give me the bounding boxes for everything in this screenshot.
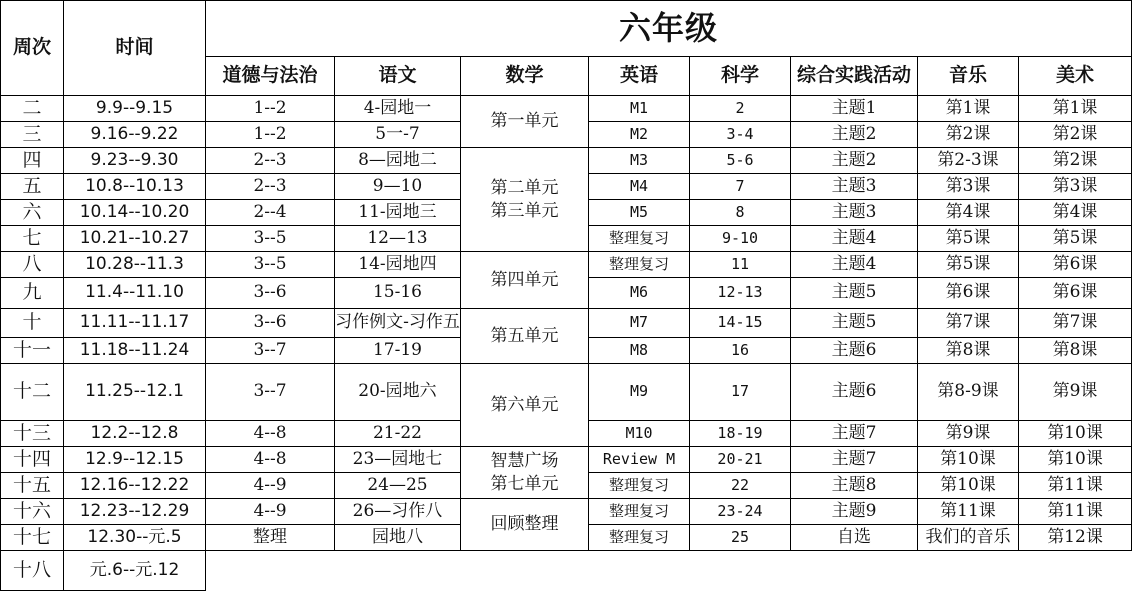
science-cell: 25 — [690, 525, 791, 551]
science-cell: 22 — [690, 473, 791, 499]
english-cell: 整理复习 — [589, 252, 690, 278]
art-cell: 第7课 — [1019, 309, 1132, 338]
chinese-cell: 11-园地三 — [335, 200, 461, 226]
week-cell: 十四 — [1, 447, 64, 473]
moral-cell: 3--6 — [206, 278, 335, 309]
science-cell: 17 — [690, 364, 791, 421]
math-unit-label: 第七单元 — [490, 473, 559, 494]
art-cell: 第8课 — [1019, 338, 1132, 364]
practice-cell: 主题7 — [791, 421, 918, 447]
time-cell: 12.2--12.8 — [64, 421, 206, 447]
week-cell: 十 — [1, 309, 64, 338]
math-unit-cell — [461, 364, 589, 447]
music-cell: 第10课 — [918, 447, 1019, 473]
subject-header-english: 英语 — [589, 57, 690, 96]
moral-cell: 4--8 — [206, 447, 335, 473]
science-cell: 16 — [690, 338, 791, 364]
chinese-cell: 23—园地七 — [335, 447, 461, 473]
science-cell: 9-10 — [690, 226, 791, 252]
music-cell: 第11课 — [918, 499, 1019, 525]
grade-title: 六年级 — [206, 1, 1132, 57]
time-cell: 9.9--9.15 — [64, 96, 206, 122]
moral-cell: 4--8 — [206, 421, 335, 447]
art-cell: 第6课 — [1019, 252, 1132, 278]
art-cell: 第12课 — [1019, 525, 1132, 551]
time-cell: 10.21--10.27 — [64, 226, 206, 252]
table-row — [1, 309, 1132, 338]
english-cell: M4 — [589, 174, 690, 200]
practice-cell: 自选 — [791, 525, 918, 551]
moral-cell: 2--3 — [206, 174, 335, 200]
math-unit-label: 第二单元 — [490, 177, 559, 198]
table-row — [1, 252, 1132, 278]
subject-header-art: 美术 — [1019, 57, 1132, 96]
art-cell: 第5课 — [1019, 226, 1132, 252]
english-cell: 整理复习 — [589, 226, 690, 252]
table-row — [1, 551, 1132, 591]
chinese-cell: 14-园地四 — [335, 252, 461, 278]
time-cell: 11.4--11.10 — [64, 278, 206, 309]
science-cell: 2 — [690, 96, 791, 122]
science-cell: 12-13 — [690, 278, 791, 309]
art-cell: 第9课 — [1019, 364, 1132, 421]
art-cell: 第11课 — [1019, 473, 1132, 499]
practice-cell: 主题7 — [791, 447, 918, 473]
time-cell: 12.30--元.5 — [64, 525, 206, 551]
chinese-cell: 5一-7 — [335, 122, 461, 148]
math-unit-cell — [461, 252, 589, 309]
table-row — [1, 499, 1132, 525]
week-cell: 五 — [1, 174, 64, 200]
art-cell: 第6课 — [1019, 278, 1132, 309]
english-cell: M2 — [589, 122, 690, 148]
science-cell: 11 — [690, 252, 791, 278]
moral-cell: 3--5 — [206, 226, 335, 252]
title-row — [1, 1, 1132, 57]
week-cell: 九 — [1, 278, 64, 309]
science-cell: 20-21 — [690, 447, 791, 473]
table-row — [1, 447, 1132, 473]
music-cell: 第5课 — [918, 252, 1019, 278]
time-cell: 11.18--11.24 — [64, 338, 206, 364]
week-cell: 四 — [1, 148, 64, 174]
practice-cell: 主题5 — [791, 278, 918, 309]
english-cell: 整理复习 — [589, 499, 690, 525]
time-cell: 9.23--9.30 — [64, 148, 206, 174]
art-cell: 第11课 — [1019, 499, 1132, 525]
art-cell: 第3课 — [1019, 174, 1132, 200]
math-unit-label: 第五单元 — [490, 325, 559, 346]
table-row — [1, 364, 1132, 421]
science-cell: 14-15 — [690, 309, 791, 338]
math-unit-label: 第六单元 — [490, 394, 559, 415]
moral-cell: 1--2 — [206, 122, 335, 148]
subject-header-music: 音乐 — [918, 57, 1019, 96]
music-cell: 第9课 — [918, 421, 1019, 447]
time-cell: 10.14--10.20 — [64, 200, 206, 226]
english-cell: M1 — [589, 96, 690, 122]
moral-cell: 1--2 — [206, 96, 335, 122]
week-cell: 十一 — [1, 338, 64, 364]
moral-cell: 2--4 — [206, 200, 335, 226]
music-cell: 第1课 — [918, 96, 1019, 122]
english-cell: Review M — [589, 447, 690, 473]
week-cell: 十七 — [1, 525, 64, 551]
music-cell: 第6课 — [918, 278, 1019, 309]
english-cell: M5 — [589, 200, 690, 226]
practice-cell: 主题5 — [791, 309, 918, 338]
math-unit-label: 第三单元 — [490, 200, 559, 221]
english-cell: M3 — [589, 148, 690, 174]
english-cell: M10 — [589, 421, 690, 447]
moral-cell: 4--9 — [206, 473, 335, 499]
practice-cell: 主题6 — [791, 338, 918, 364]
moral-cell: 3--6 — [206, 309, 335, 338]
science-cell: 7 — [690, 174, 791, 200]
science-cell: 5-6 — [690, 148, 791, 174]
art-cell: 第10课 — [1019, 421, 1132, 447]
moral-cell: 2--3 — [206, 148, 335, 174]
chinese-cell: 习作例文-习作五 — [335, 309, 461, 338]
english-cell: M9 — [589, 364, 690, 421]
math-unit-cell — [461, 96, 589, 148]
week-cell: 十六 — [1, 499, 64, 525]
time-cell: 10.8--10.13 — [64, 174, 206, 200]
time-cell: 元.6--元.12 — [64, 551, 206, 591]
subject-header-science: 科学 — [690, 57, 791, 96]
table-row — [1, 96, 1132, 122]
art-cell: 第4课 — [1019, 200, 1132, 226]
practice-cell: 主题8 — [791, 473, 918, 499]
week-cell: 三 — [1, 122, 64, 148]
time-cell: 12.9--12.15 — [64, 447, 206, 473]
music-cell: 第10课 — [918, 473, 1019, 499]
art-cell: 第2课 — [1019, 148, 1132, 174]
chinese-cell: 20-园地六 — [335, 364, 461, 421]
art-cell: 第2课 — [1019, 122, 1132, 148]
chinese-cell: 园地八 — [335, 525, 461, 551]
practice-cell: 主题3 — [791, 200, 918, 226]
practice-cell: 主题9 — [791, 499, 918, 525]
art-cell: 第1课 — [1019, 96, 1132, 122]
time-cell: 10.28--11.3 — [64, 252, 206, 278]
math-unit-cell — [461, 309, 589, 364]
subject-header-chinese: 语文 — [335, 57, 461, 96]
week-header: 周次 — [1, 1, 64, 96]
english-cell: 整理复习 — [589, 525, 690, 551]
week-cell: 二 — [1, 96, 64, 122]
practice-cell: 主题1 — [791, 96, 918, 122]
table-row — [1, 148, 1132, 174]
moral-cell: 3--7 — [206, 338, 335, 364]
moral-cell: 3--7 — [206, 364, 335, 421]
week-cell: 十二 — [1, 364, 64, 421]
moral-cell: 4--9 — [206, 499, 335, 525]
chinese-cell: 21-22 — [335, 421, 461, 447]
week-cell: 十八 — [1, 551, 64, 591]
moral-cell: 3--5 — [206, 252, 335, 278]
week-cell: 八 — [1, 252, 64, 278]
chinese-cell: 24—25 — [335, 473, 461, 499]
week-cell: 七 — [1, 226, 64, 252]
math-unit-cell — [461, 499, 589, 551]
time-cell: 11.11--11.17 — [64, 309, 206, 338]
week-cell: 十五 — [1, 473, 64, 499]
chinese-cell: 4-园地一 — [335, 96, 461, 122]
music-cell: 第5课 — [918, 226, 1019, 252]
subject-header-math: 数学 — [461, 57, 589, 96]
science-cell: 8 — [690, 200, 791, 226]
music-cell: 第8课 — [918, 338, 1019, 364]
english-cell: M7 — [589, 309, 690, 338]
math-unit-cell — [461, 148, 589, 252]
practice-cell: 主题4 — [791, 252, 918, 278]
time-cell: 11.25--12.1 — [64, 364, 206, 421]
chinese-cell: 26—习作八 — [335, 499, 461, 525]
time-cell: 12.23--12.29 — [64, 499, 206, 525]
chinese-cell: 9—10 — [335, 174, 461, 200]
english-cell: M6 — [589, 278, 690, 309]
math-unit-label: 第四单元 — [490, 269, 559, 290]
science-cell: 23-24 — [690, 499, 791, 525]
chinese-cell: 15-16 — [335, 278, 461, 309]
moral-cell: 整理 — [206, 525, 335, 551]
practice-cell: 主题2 — [791, 148, 918, 174]
math-unit-label: 回顾整理 — [490, 514, 559, 535]
music-cell: 我们的音乐 — [918, 525, 1019, 551]
time-cell: 9.16--9.22 — [64, 122, 206, 148]
practice-cell: 主题4 — [791, 226, 918, 252]
music-cell: 第3课 — [918, 174, 1019, 200]
practice-cell: 主题6 — [791, 364, 918, 421]
practice-cell: 主题3 — [791, 174, 918, 200]
subject-header-practice: 综合实践活动 — [791, 57, 918, 96]
chinese-cell: 8—园地二 — [335, 148, 461, 174]
music-cell: 第7课 — [918, 309, 1019, 338]
art-cell: 第10课 — [1019, 447, 1132, 473]
science-cell: 3-4 — [690, 122, 791, 148]
chinese-cell: 12—13 — [335, 226, 461, 252]
science-cell: 18-19 — [690, 421, 791, 447]
empty-cell — [206, 551, 1132, 591]
math-unit-label: 第一单元 — [490, 111, 559, 132]
music-cell: 第8-9课 — [918, 364, 1019, 421]
week-cell: 十三 — [1, 421, 64, 447]
music-cell: 第4课 — [918, 200, 1019, 226]
time-cell: 12.16--12.22 — [64, 473, 206, 499]
math-unit-label: 智慧广场 — [490, 450, 559, 471]
english-cell: M8 — [589, 338, 690, 364]
time-header: 时间 — [64, 1, 206, 96]
chinese-cell: 17-19 — [335, 338, 461, 364]
subject-header-moral: 道德与法治 — [206, 57, 335, 96]
music-cell: 第2课 — [918, 122, 1019, 148]
music-cell: 第2-3课 — [918, 148, 1019, 174]
math-unit-cell — [461, 447, 589, 499]
week-cell: 六 — [1, 200, 64, 226]
practice-cell: 主题2 — [791, 122, 918, 148]
english-cell: 整理复习 — [589, 473, 690, 499]
